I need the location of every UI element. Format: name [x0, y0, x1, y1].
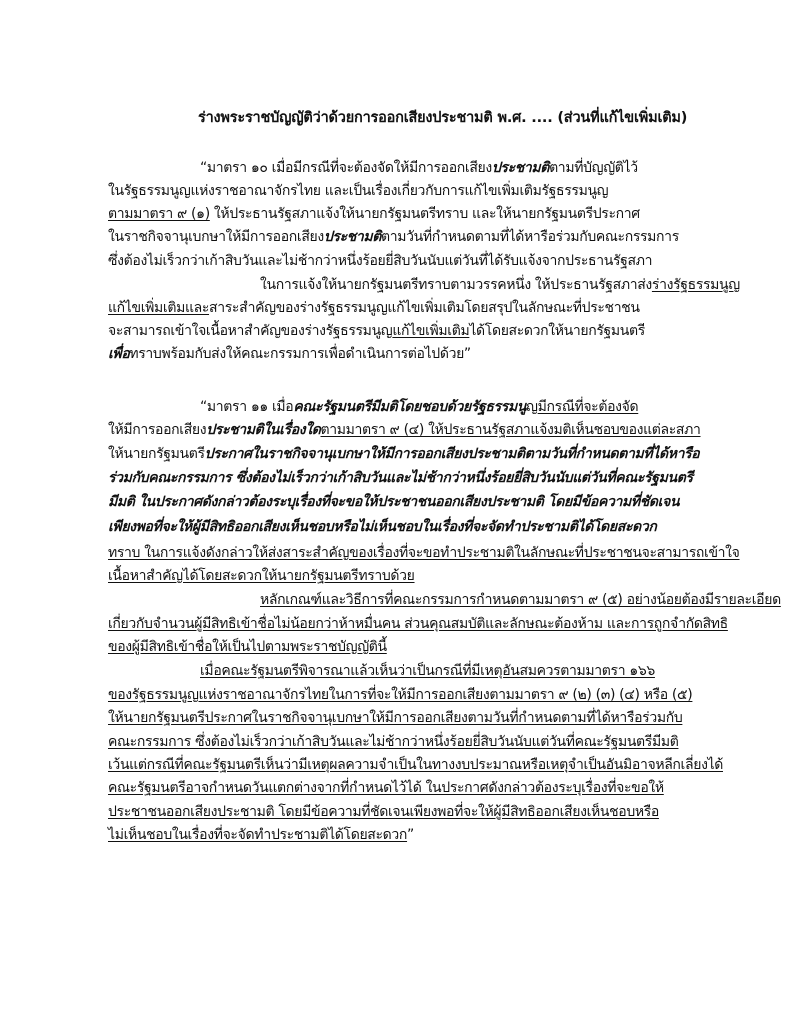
section-10-line: [108, 252, 652, 270]
section-10-line: [108, 299, 640, 317]
amended-text: แก้ไขเพิ่มเติมและ: [108, 300, 210, 316]
section-11-line: [200, 662, 655, 680]
text-segment: ให้นายกรัฐมนตรี: [108, 446, 205, 462]
amended-text: เนื้อหาสำคัญได้โดยสะดวกให้นายกรัฐมนตรีทราบด้วย: [108, 568, 415, 584]
section-11-line: [108, 615, 728, 633]
amended-text: แก้ไขเพิ่มเติม: [392, 323, 470, 339]
amended-text: เกี่ยวกับจำนวนผู้มีสิทธิเข้าชื่อไม่น้อยกว่าห้าหมื่นคน ส่วนคุณสมบัติและลักษณะต้องห้าม และการถูกจำกัดสิทธิ: [108, 616, 728, 632]
inserted-text: ประชามติในเรื่องใด: [206, 422, 321, 438]
section-11-line: [108, 544, 740, 562]
section-11-line: [108, 779, 664, 797]
section-11-line: [108, 638, 387, 656]
inserted-text: มีมติ ในประกาศดังกล่าวต้องระบุเรื่องที่จะขอให้ประชาชนออกเสียงประชามติ โดยมีข้อความที่ชัดเจน: [108, 494, 680, 510]
section-11-line: [108, 518, 657, 536]
text-segment: “มาตรา ๑๑ เมื่อ: [200, 399, 294, 415]
section-10-line: [108, 345, 471, 363]
text-segment: ให้มีการออกเสียง: [108, 422, 207, 438]
section-10-line: [108, 205, 640, 223]
amended-text: ตามมาตรา ๙ (๑): [108, 206, 210, 222]
inserted-text: เพียงพอที่จะให้ผู้มีสิทธิออกเสียงเห็นชอบหรือไม่เห็นชอบในเรื่องที่จะจัดทำประชามติได้โดยสะดวก: [108, 519, 657, 535]
amended-text: เมื่อคณะรัฐมนตรีพิจารณาแล้วเห็นว่าเป็นกรณีที่มีเหตุอันสมควรตามมาตรา ๑๖๖: [200, 663, 655, 679]
text-segment: ตามที่บัญญัติไว้: [549, 160, 638, 176]
inserted-text: ร่วมกับคณะกรรมการ ซึ่งต้องไม่เร็วกว่าเก้าสิบวันและไม่ช้ากว่าหนึ่งร้อยยี่สิบวันนับแต่วันที่คณะรัฐมนตรี: [108, 470, 693, 486]
inserted-text: คณะรัฐมนตรีมีมติโดยชอบด้วยรัฐธรรมนู: [293, 399, 527, 415]
section-10-line: [108, 322, 645, 340]
inserted-text: ประชามติ: [323, 229, 382, 245]
amended-text: ทราบ ในการแจ้งดังกล่าวให้ส่งสาระสำคัญของเรื่องที่จะขอทำประชามติในลักษณะที่ประชาชนจะสามารถเข้าใจ: [108, 545, 740, 561]
inserted-text: ประกาศในราชกิจจานุเบกษาให้มีการออกเสียงประชามติตามวันที่กำหนดตามที่ได้หารือ: [204, 446, 700, 462]
document-title: ร่างพระราชบัญญัติว่าด้วยการออกเสียงประชามติ พ.ศ. .... (ส่วนที่แก้ไขเพิ่มเติม): [198, 110, 688, 126]
amended-text: เว้นแต่กรณีที่คณะรัฐมนตรีเห็นว่ามีเหตุผลความจำเป็นในทางงบประมาณหรือเหตุจำเป็นอันมิอาจหลีกเลี่ยงได้: [108, 757, 723, 773]
text-segment: ตามวันที่กำหนดตามที่ได้หารือร่วมกับคณะกรรมการ: [381, 229, 679, 245]
amended-text: ของรัฐธรรมนูญแห่งราชอาณาจักรไทยในการที่จะให้มีการออกเสียงตามมาตรา ๙ (๒) (๓) (๔) หรือ (๕): [108, 687, 693, 703]
amended-text: ของผู้มีสิทธิเข้าชื่อให้เป็นไปตามพระราชบัญญัตินี้: [108, 639, 387, 655]
section-11-line: [108, 733, 678, 751]
section-11-line: [108, 826, 414, 844]
section-11-line: [108, 469, 693, 487]
amended-text: มีกรณีที่จะต้องจัด: [537, 399, 639, 415]
amended-text: ร่างรัฐธรรมนูญ: [651, 277, 740, 293]
amended-text: ประชาชนออกเสียงประชามติ โดยมีข้อความที่ชัดเจนเพียงพอที่จะให้ผู้มีสิทธิออกเสียงเห็นชอบหรือ: [108, 804, 659, 820]
inserted-text: ประชามติ: [491, 160, 550, 176]
text-segment: ทราบพร้อมกับส่งให้คณะกรรมการเพื่อดำเนินการต่อไปด้วย”: [129, 346, 471, 362]
section-10-line: [200, 159, 638, 177]
text-segment: ในราชกิจจานุเบกษาให้มีการออกเสียง: [108, 229, 324, 245]
text-segment: ให้ประธานรัฐสภาแจ้งให้นายกรัฐมนตรีทราบ และให้นายกรัฐมนตรีประกาศ: [209, 206, 640, 222]
text-segment: ซึ่งต้องไม่เร็วกว่าเก้าสิบวันและไม่ช้ากว่าหนึ่งร้อยยี่สิบวันนับแต่วันที่ได้รับแจ้งจากประธานรัฐสภา: [108, 253, 653, 269]
text-segment: ได้โดยสะดวกให้นายกรัฐมนตรี: [469, 323, 645, 339]
section-11-line: [108, 445, 699, 463]
section-11-line: [108, 567, 415, 585]
section-11-line: [108, 756, 723, 774]
amended-text: ไม่เห็นชอบในเรื่องที่จะจัดทำประชามติได้โดยสะดวก: [108, 827, 408, 843]
text-segment: “มาตรา ๑๐ เมื่อมีกรณีที่จะต้องจัดให้มีการออกเสียง: [200, 160, 492, 176]
text-segment: ”: [407, 827, 414, 843]
text-segment: ในรัฐธรรมนูญแห่งราชอาณาจักรไทย และเป็นเรื่องเกี่ยวกับการแก้ไขเพิ่มเติมรัฐธรรมนูญ: [108, 183, 609, 199]
section-11-line: [108, 709, 682, 727]
section-11-line: [108, 421, 701, 439]
amended-text: หลักเกณฑ์และวิธีการที่คณะกรรมการกำหนดตามมาตรา ๙ (๕) อย่างน้อยต้องมีรายละเอียด: [260, 592, 781, 608]
section-10-line: [108, 182, 608, 200]
text-segment: ญ: [526, 399, 538, 415]
amended-text: ให้นายกรัฐมนตรีประกาศในราชกิจจานุเบกษาให้มีการออกเสียงตามวันที่กำหนดตามที่ได้หารือร่วมกับ: [108, 710, 683, 726]
section-11-line: [108, 493, 679, 511]
amended-text: คณะกรรมการ ซึ่งต้องไม่เร็วกว่าเก้าสิบวันและไม่ช้ากว่าหนึ่งร้อยยี่สิบวันนับแต่วันที่คณะรัฐมนตรีมีมติ: [108, 734, 679, 750]
section-11-line: [108, 803, 659, 821]
amended-text: คณะรัฐมนตรีอาจกำหนดวันแตกต่างจากที่กำหนดไว้ได้ ในประกาศดังกล่าวต้องระบุเรื่องที่จะขอให้: [108, 780, 664, 796]
section-11-line: [260, 591, 781, 609]
text-segment: สาระสำคัญของร่างรัฐธรรมนูญแก้ไขเพิ่มเติมโดยสรุปในลักษณะที่ประชาชน: [209, 300, 640, 316]
text-segment: จะสามารถเข้าใจเนื้อหาสำคัญของร่างรัฐธรรมนูญ: [108, 323, 393, 339]
amended-text: ตามมาตรา ๙ (๔) ให้ประธานรัฐสภาแจ้งมติเห็นชอบของแต่ละสภา: [320, 422, 701, 438]
text-segment: ในการแจ้งให้นายกรัฐมนตรีทราบตามวรรคหนึ่ง ให้ประธานรัฐสภาส่ง: [260, 277, 652, 293]
section-11-line: [200, 398, 638, 416]
section-11-line: [108, 686, 692, 704]
inserted-text: เพื่อ: [108, 346, 130, 362]
section-10-line: [108, 228, 679, 246]
section-10-line: [260, 276, 740, 294]
